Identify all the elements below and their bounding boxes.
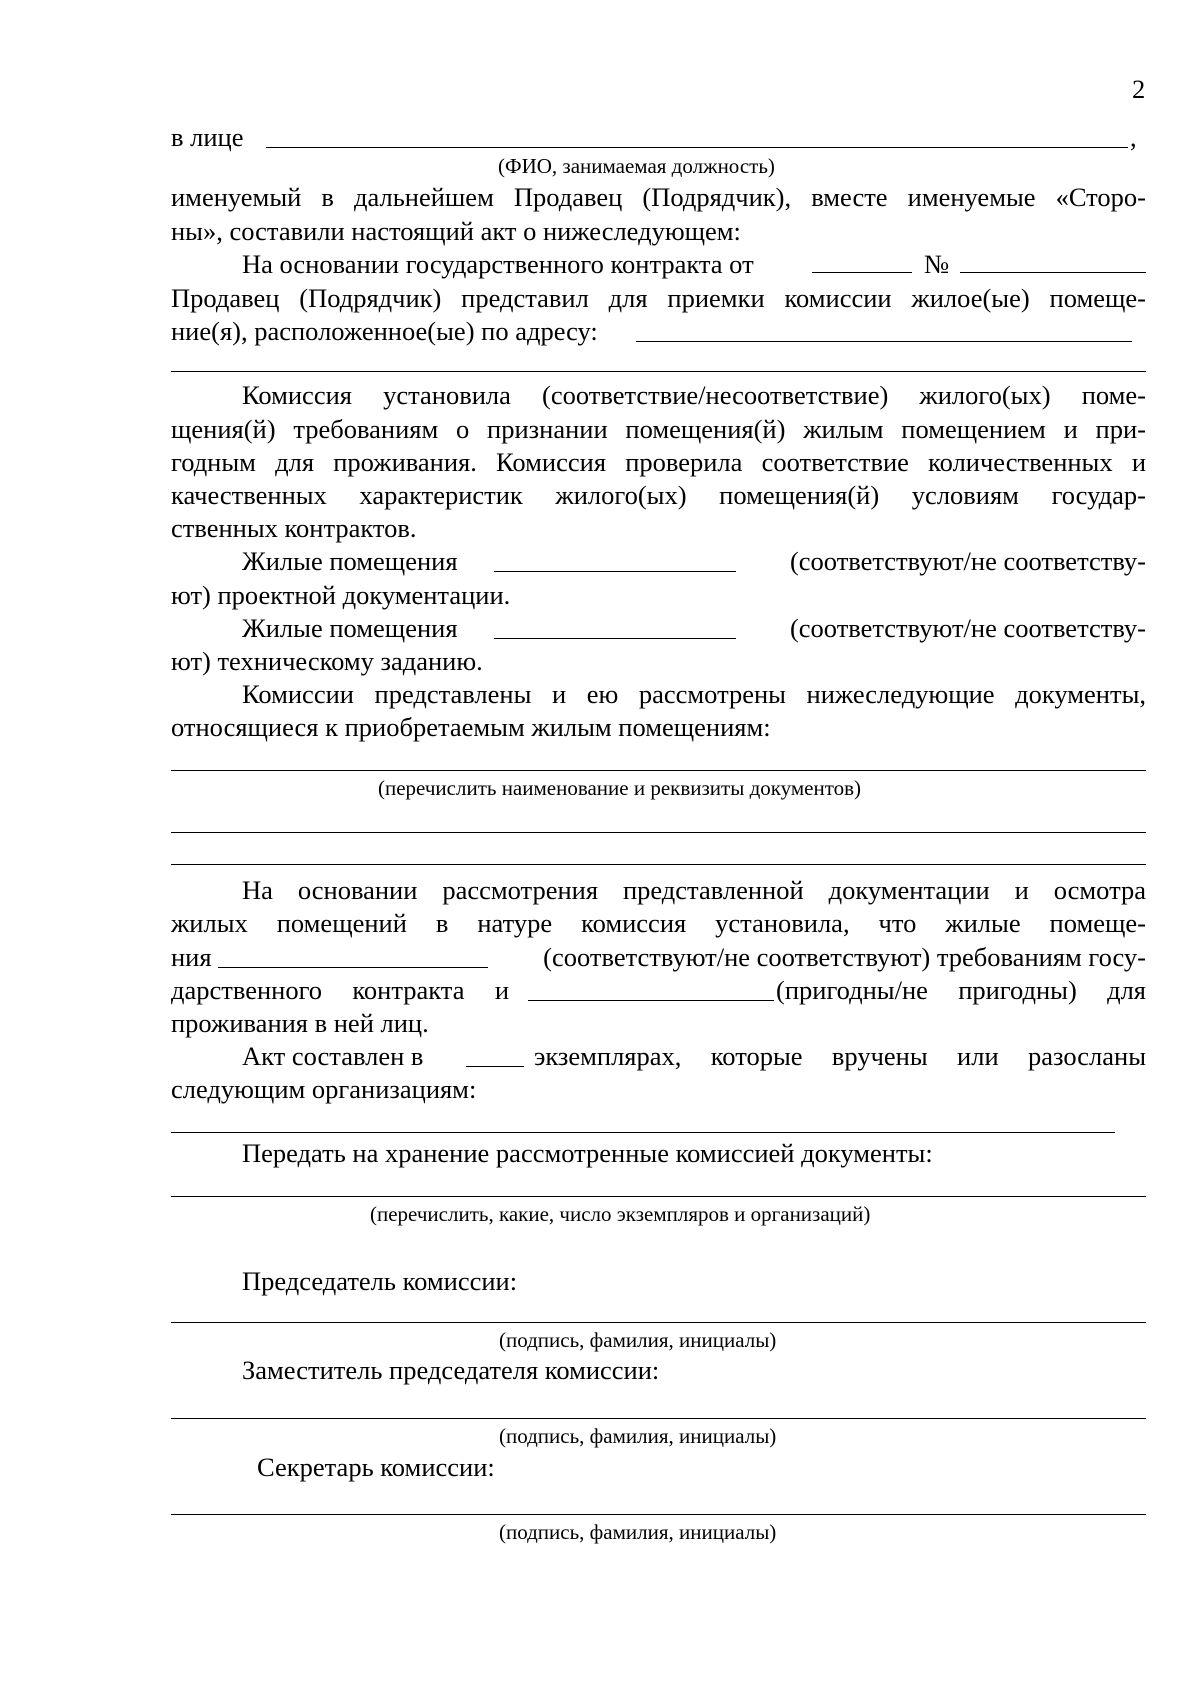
conclusion-line-4b: (пригодны/не пригодны) для — [776, 975, 1146, 1005]
v-litse-label: в лице — [171, 122, 244, 152]
housing1-status: (соответствуют/не соответству- — [789, 546, 1146, 576]
representative-comma: , — [1130, 122, 1137, 152]
deputy-caption: (подпись, фамилия, инициалы) — [499, 1424, 777, 1448]
housing2-tail: ют) техническому заданию. — [171, 646, 483, 676]
housing2-status: (соответствуют/не соответству- — [789, 613, 1146, 643]
intro-line-2: ны», составили настоящий акт о нижеследующем: — [171, 216, 741, 246]
chairman-signature-line — [171, 1322, 1146, 1323]
commission-line-1: Комиссия установила (соответствие/несоответствие) жилого(ых) поме- — [242, 380, 1146, 410]
contract-number-sign: № — [924, 249, 950, 279]
copies-line-2: следующим организациям: — [171, 1074, 477, 1104]
chairman-label: Председатель комиссии: — [242, 1266, 518, 1296]
contract-line-2: Продавец (Подрядчик) представил для приемки комиссии жилое(ые) помеще- — [171, 283, 1146, 313]
representative-line — [266, 147, 1128, 148]
documents-line-1: Комиссии представлены и ею рассмотрены нижеследующие документы, — [242, 679, 1146, 709]
secretary-caption: (подпись, фамилия, инициалы) — [499, 1520, 777, 1544]
contract-number-line — [960, 272, 1146, 273]
storage-text: Передать на хранение рассмотренные комиссией документы: — [242, 1138, 933, 1168]
deputy-label: Заместитель председателя комиссии: — [242, 1355, 660, 1385]
chairman-caption: (подпись, фамилия, инициалы) — [499, 1328, 777, 1352]
conclusion-line-3b: (соответствуют/не соответствуют) требованиям госу- — [543, 942, 1146, 972]
housing2-label: Жилые помещения — [242, 613, 458, 643]
conclusion-line-2: жилых помещений в натуре комиссия установила, что жилые помеще- — [171, 908, 1146, 938]
intro-line-1: именуемый в дальнейшем Продавец (Подрядчик), вместе именуемые «Сторо- — [171, 182, 1146, 212]
documents-extra-line-1 — [171, 832, 1146, 833]
contract-line-1a: На основании государственного контракта от — [242, 249, 754, 279]
copies-line-1a: Акт составлен в — [242, 1041, 424, 1071]
housing1-tail: ют) проектной документации. — [171, 580, 511, 610]
storage-line — [171, 1196, 1146, 1197]
address-line — [636, 341, 1132, 342]
page-number: 2 — [1132, 74, 1146, 104]
copies-count-line — [466, 1066, 524, 1067]
copies-line-1b: экземплярах, которые вручены или разосланы — [534, 1041, 1146, 1071]
documents-caption: (перечислить наименование и реквизиты документов) — [378, 776, 862, 800]
commission-line-2: щения(й) требованиям о признании помещения(й) жилым помещением и при- — [171, 414, 1146, 444]
housing1-line — [494, 571, 736, 572]
contract-date-line — [812, 272, 912, 273]
housing2-line — [494, 638, 736, 639]
organizations-line — [171, 1132, 1115, 1133]
housing1-label: Жилые помещения — [242, 546, 458, 576]
documents-line — [171, 770, 1146, 771]
conclusion-line-5: проживания в ней лиц. — [171, 1008, 429, 1038]
conclusion-suitability-line — [528, 1000, 774, 1001]
secretary-signature-line — [171, 1514, 1146, 1515]
address-line-2 — [171, 371, 1146, 372]
conclusion-compliance-line — [218, 967, 488, 968]
conclusion-line-3a: ния — [171, 942, 212, 972]
commission-line-5: ственных контрактов. — [171, 513, 417, 543]
commission-line-3: годным для проживания. Комиссия проверила соответствие количественных и — [171, 447, 1146, 477]
deputy-signature-line — [171, 1418, 1146, 1419]
documents-line-2: относящиеся к приобретаемым жилым помещениям: — [171, 712, 771, 742]
contract-line-3: ние(я), расположенное(ые) по адресу: — [171, 316, 598, 346]
documents-extra-line-2 — [171, 864, 1146, 865]
conclusion-line-4a: дарственного контракта и — [171, 975, 509, 1005]
secretary-label: Секретарь комиссии: — [257, 1452, 495, 1482]
storage-caption: (перечислить, какие, число экземпляров и организаций) — [370, 1202, 871, 1226]
conclusion-line-1: На основании рассмотрения представленной документации и осмотра — [242, 875, 1146, 905]
commission-line-4: качественных характеристик жилого(ых) помещения(й) условиям государ- — [171, 480, 1146, 510]
fio-caption: (ФИО, занимаемая должность) — [498, 154, 775, 178]
